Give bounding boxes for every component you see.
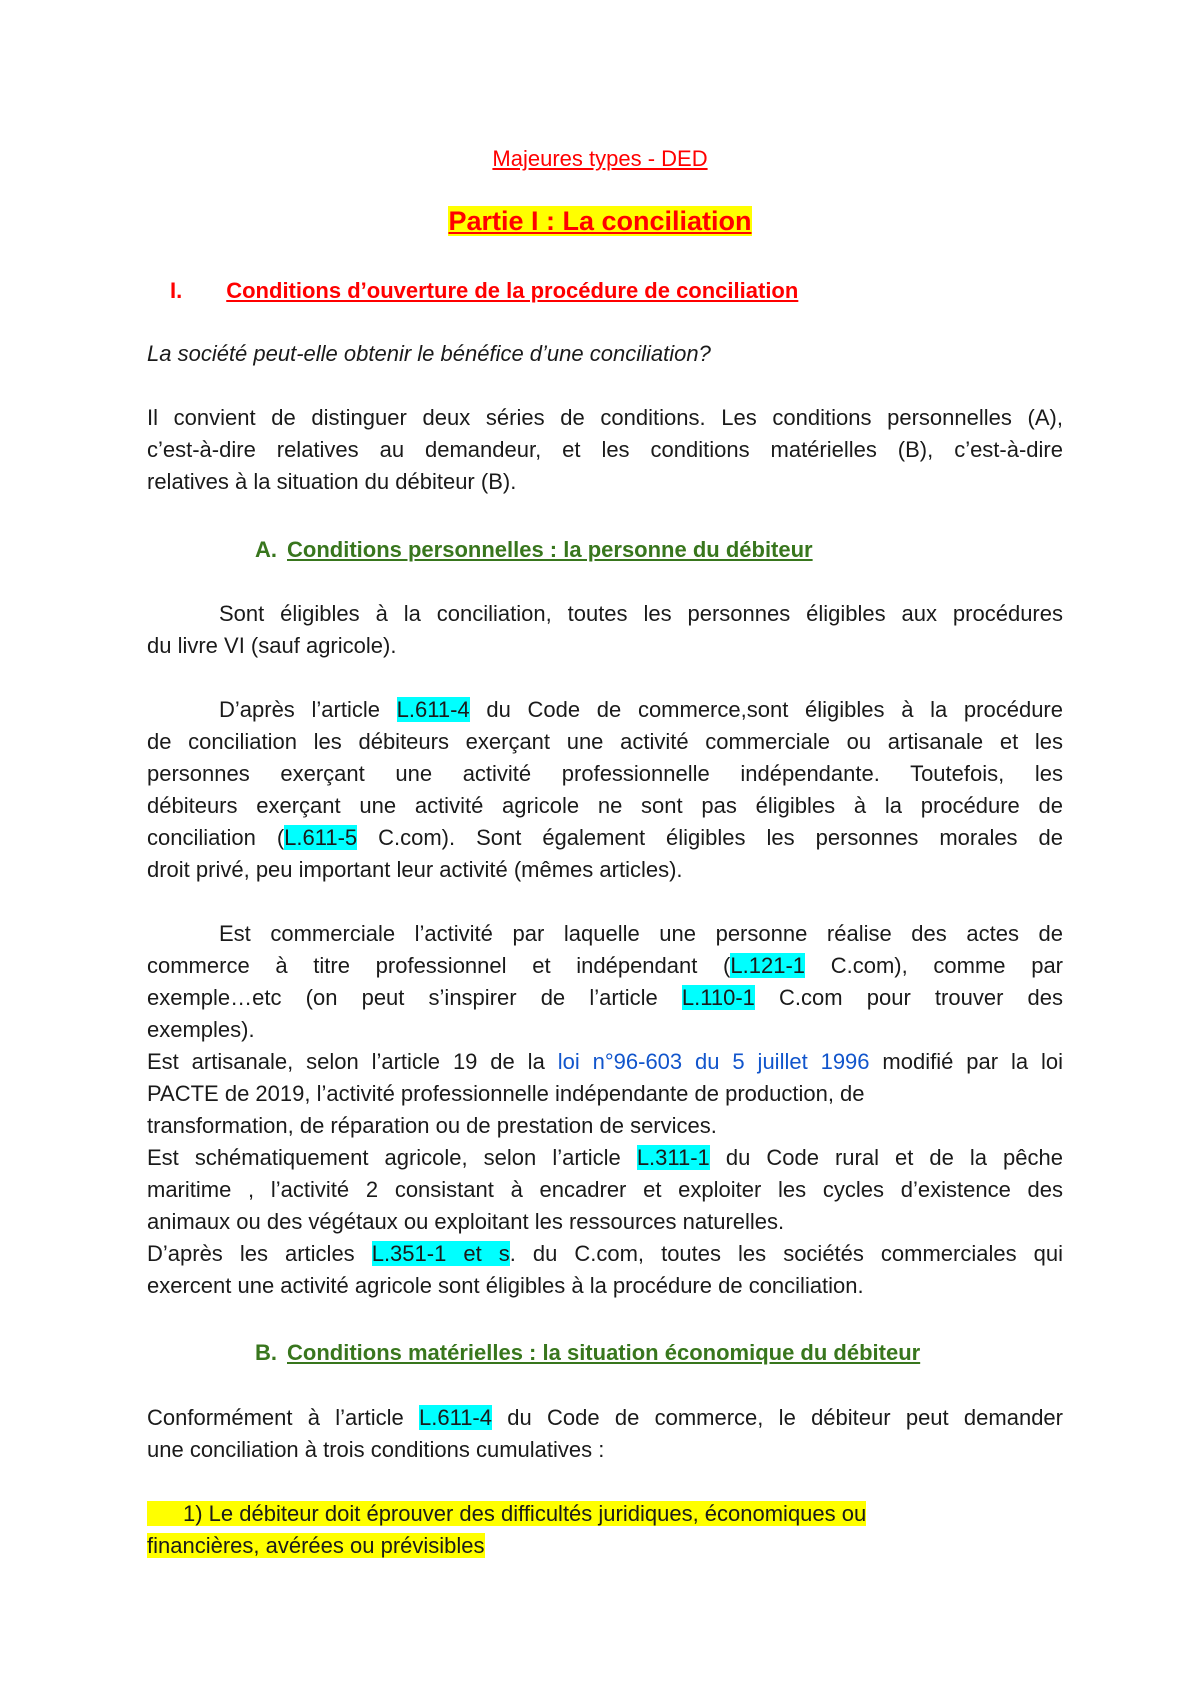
text-run: Est schématiquement agricole, selon l’article — [147, 1145, 637, 1170]
part-title-text: Partie I : La conciliation — [448, 206, 752, 236]
paragraph-line — [147, 1402, 1063, 1434]
part-title — [0, 206, 1200, 237]
paragraph-line: maritime , l’activité 2 consistant à encadrer et exploiter les cycles d’existence des — [147, 1177, 1063, 1202]
paragraph-line: animaux ou des végétaux ou exploitant les ressources naturelles. — [147, 1209, 785, 1234]
section-B-heading — [255, 1340, 920, 1366]
text-run: D’après l’article — [219, 697, 397, 722]
paragraph-line: transformation, de réparation ou de prestation de services. — [147, 1113, 717, 1138]
paragraph-line — [147, 1046, 1063, 1078]
article-ref: L.351-1 et s — [371, 1241, 510, 1266]
question: La société peut-elle obtenir le bénéfice d’une conciliation? — [147, 341, 711, 366]
paragraph-line: débiteurs exerçant une activité agricole ne sont pas éligibles à la procédure de — [147, 793, 1063, 818]
paragraph-line — [147, 982, 1063, 1014]
text-run: exemple…etc (on peut s’inspirer de l’article — [147, 985, 682, 1010]
section-I-number: I. — [170, 278, 183, 303]
article-ref: L.121-1 — [730, 953, 806, 978]
paragraph-line — [147, 1142, 1063, 1174]
text-run: Conformément à l’article — [147, 1405, 420, 1430]
section-A-title: Conditions personnelles : la personne du débiteur — [287, 537, 813, 562]
text-run: commerce à titre professionnel et indépendant ( — [147, 953, 731, 978]
paragraph-line: Sont éligibles à la conciliation, toutes les personnes éligibles aux procédures — [219, 601, 1063, 626]
doc-title: Majeures types - DED — [492, 146, 708, 171]
section-I-heading — [170, 278, 798, 304]
paragraph-line — [147, 1238, 1063, 1270]
paragraph-line: PACTE de 2019, l’activité professionnelle indépendante de production, de — [147, 1081, 865, 1106]
text-run: conciliation ( — [147, 825, 285, 850]
paragraph-line: de conciliation les débiteurs exerçant une activité commerciale ou artisanale et les — [147, 729, 1063, 754]
text-run: Est artisanale, selon l’article 19 de la — [147, 1049, 558, 1074]
section-B-letter: B. — [255, 1340, 277, 1365]
paragraph-line: exercent une activité agricole sont éligibles à la procédure de conciliation. — [147, 1273, 864, 1298]
intro-line: relatives à la situation du débiteur (B). — [147, 469, 517, 494]
article-ref: L.110-1 — [681, 985, 755, 1010]
paragraph-line: une conciliation à trois conditions cumulatives : — [147, 1437, 605, 1462]
intro-line: Il convient de distinguer deux séries de conditions. Les conditions personnelles (A), — [147, 405, 1063, 430]
intro-line: c’est-à-dire relatives au demandeur, et les conditions matérielles (B), c’est-à-dire — [147, 437, 1063, 462]
law-link[interactable]: loi n°96-603 du 5 juillet 1996 — [557, 1049, 870, 1074]
text-run: C.com pour trouver des — [754, 985, 1064, 1010]
paragraph-line: droit privé, peu important leur activité (mêmes articles). — [147, 857, 683, 882]
paragraph-line: du livre VI (sauf agricole). — [147, 633, 397, 658]
text-run: du Code rural et de la pêche — [709, 1145, 1063, 1170]
paragraph-line — [147, 822, 1063, 854]
condition-1-text: financières, avérées ou prévisibles — [147, 1533, 485, 1558]
text-run: modifié par la loi — [869, 1049, 1063, 1074]
section-A-letter: A. — [255, 537, 277, 562]
text-run: du Code de commerce, le débiteur peut demander — [492, 1405, 1063, 1430]
text-run: C.com). Sont également éligibles les personnes morales de — [357, 825, 1064, 850]
paragraph-line: exemples). — [147, 1017, 255, 1042]
paragraph-line — [219, 694, 1063, 726]
section-I-title: Conditions d’ouverture de la procédure de conciliation — [226, 278, 799, 303]
article-ref: L.311-1 — [636, 1145, 710, 1170]
section-A-heading — [255, 537, 813, 563]
condition-1-text: 1) Le débiteur doit éprouver des difficultés juridiques, économiques ou — [147, 1501, 866, 1526]
section-B-title: Conditions matérielles : la situation économique du débiteur — [287, 1340, 921, 1365]
condition-1-line — [147, 1498, 1063, 1530]
text-run: . du C.com, toutes les sociétés commerciales qui — [509, 1241, 1064, 1266]
article-ref: L.611-4 — [396, 697, 470, 722]
paragraph-line: personnes exerçant une activité professionnelle indépendante. Toutefois, les — [147, 761, 1063, 786]
condition-1-line — [147, 1530, 1063, 1562]
paragraph-line: Est commerciale l’activité par laquelle une personne réalise des actes de — [219, 921, 1063, 946]
text-run: D’après les articles — [147, 1241, 372, 1266]
paragraph-line — [147, 950, 1063, 982]
text-run: du Code de commerce,sont éligibles à la procédure — [469, 697, 1063, 722]
text-run: C.com), comme par — [805, 953, 1064, 978]
article-ref: L.611-5 — [284, 825, 358, 850]
article-ref: L.611-4 — [419, 1405, 492, 1430]
